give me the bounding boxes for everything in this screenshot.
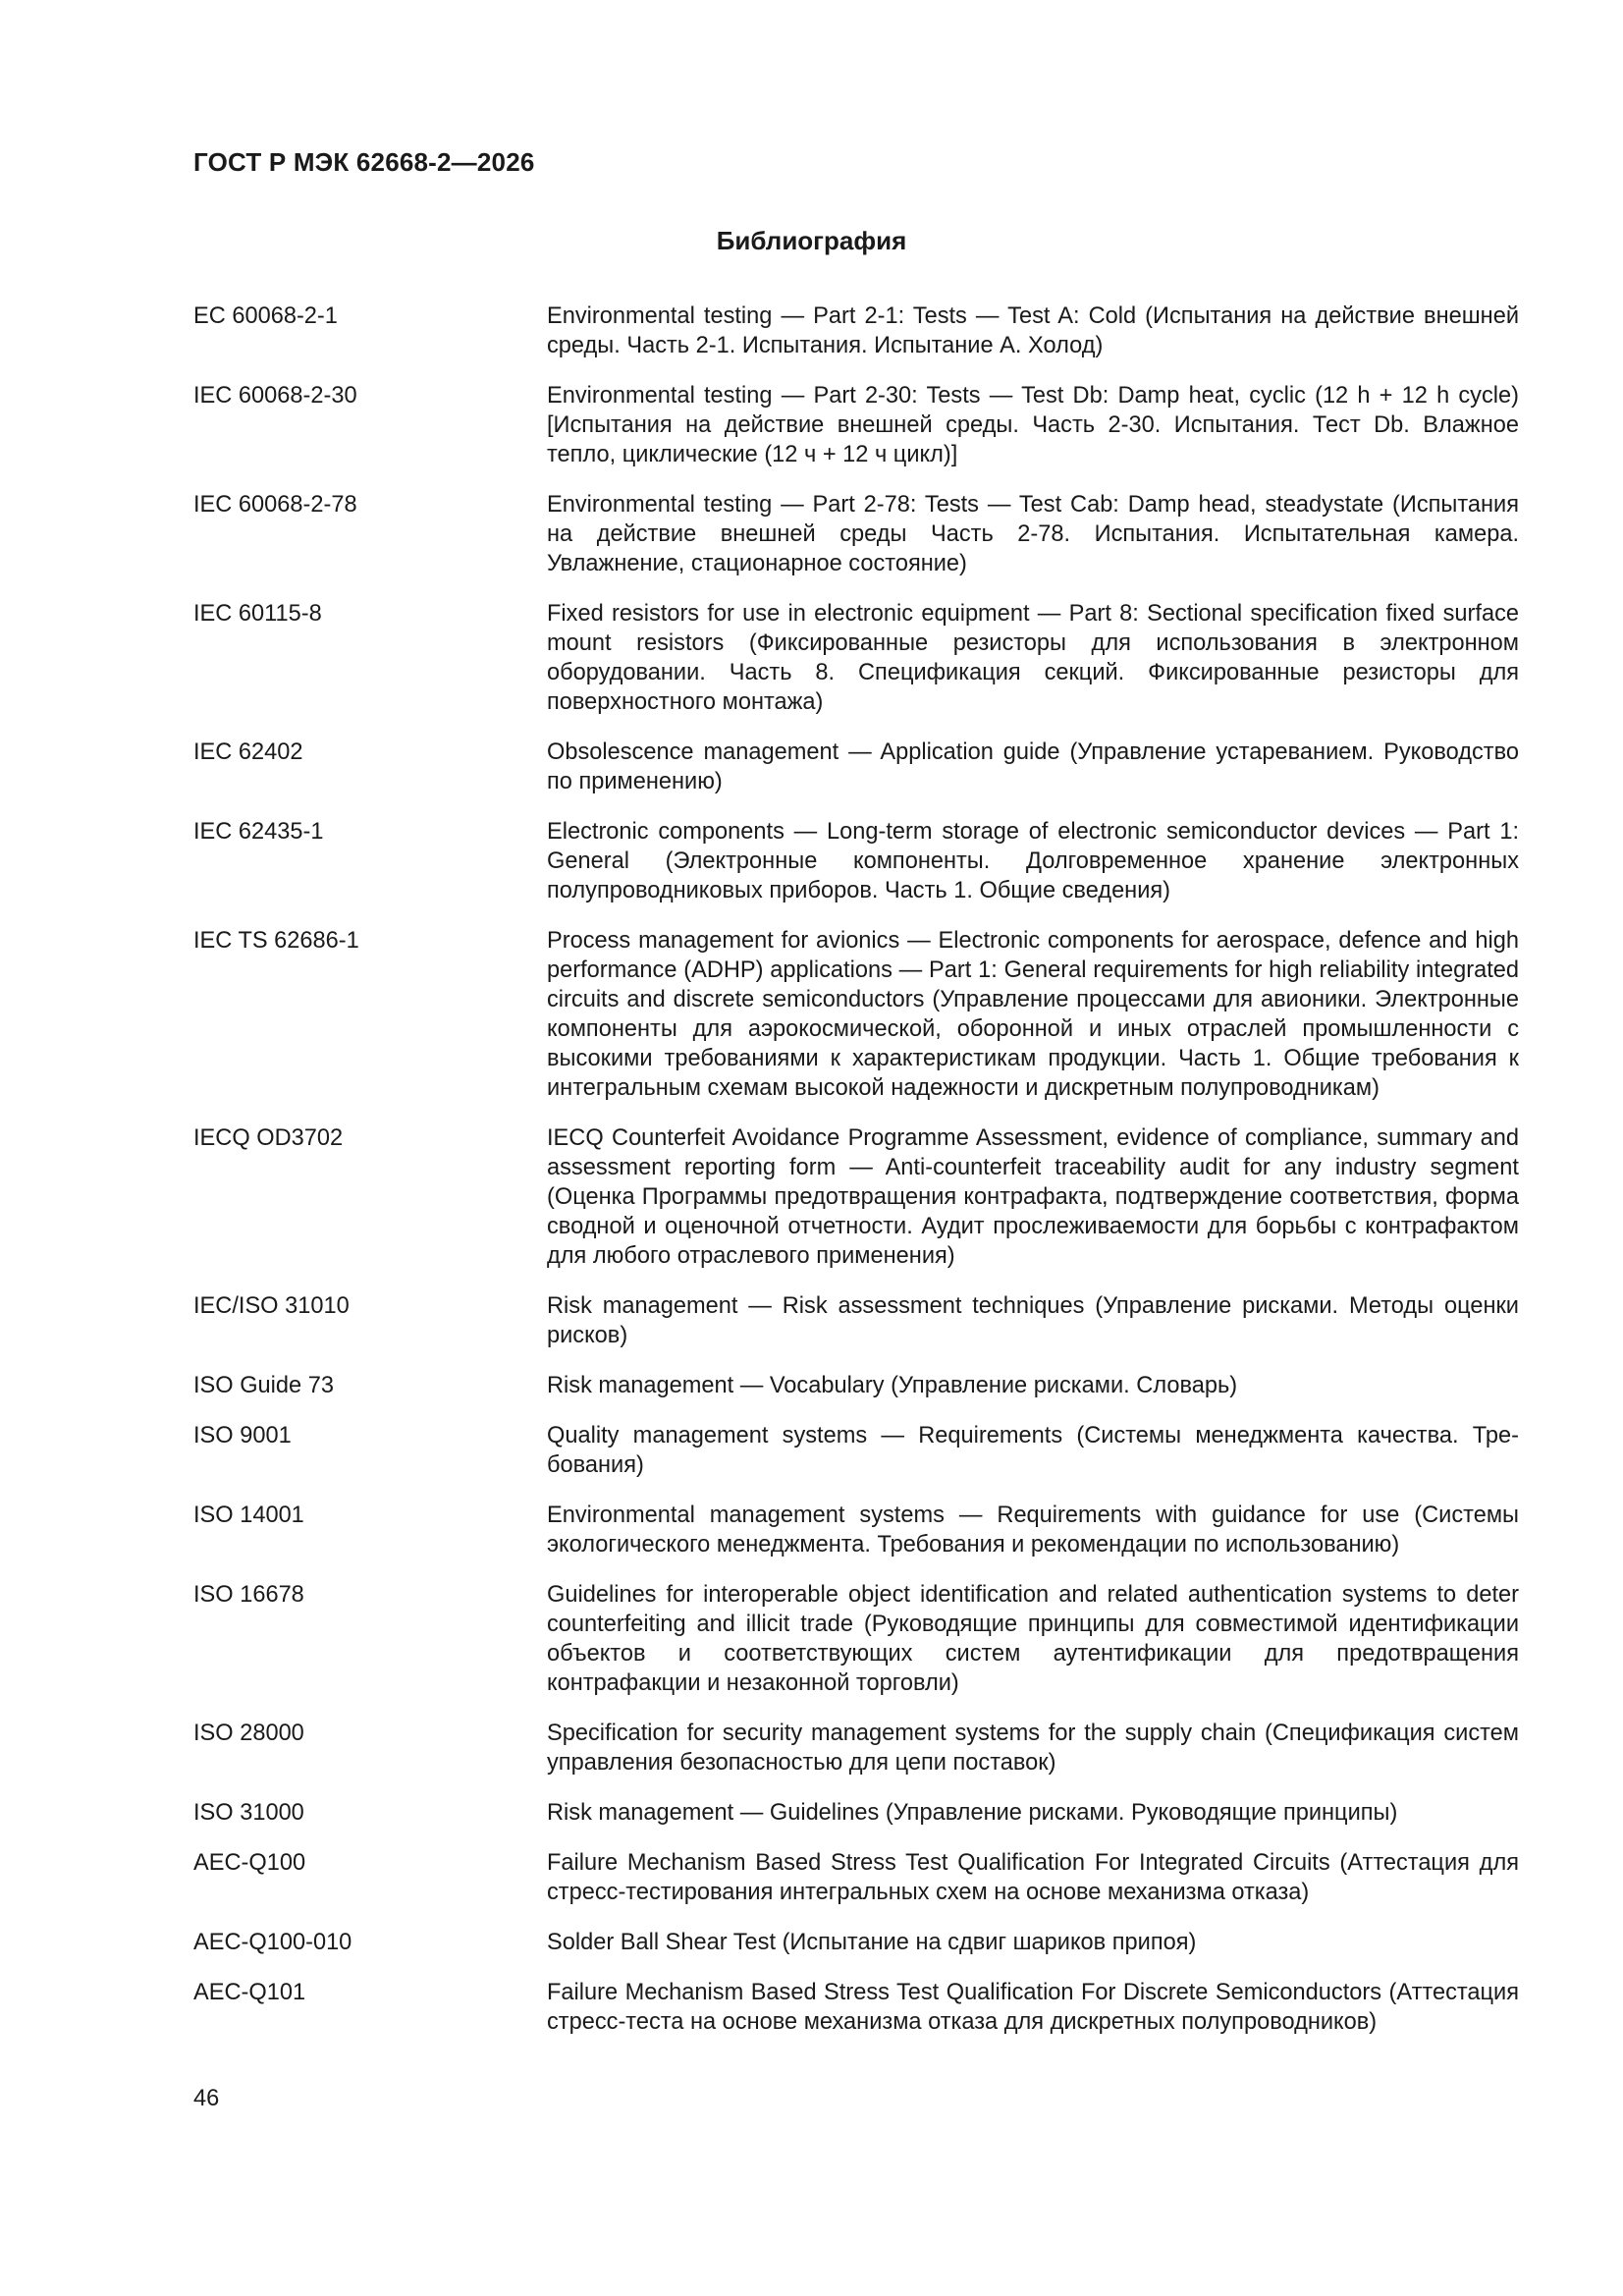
bibliography-entry — [193, 1848, 1519, 1907]
entry-code: ISO 14001 — [193, 1503, 304, 1528]
entry-description: Process management for avionics — Electronic components for aerospace, defence and high performance (ADHP) applications — Part 1: General requirements for high reliability integrated circuits and discrete semiconductors (Управление процессами для авионики. Электронные компоненты для аэрокосмической, оборонной и иных отраслей промышленности с высокими требованиями к характеристикам продукции. Часть 1. Общие требования к интегральным схемам высокой надежности и дискретным полупроводникам) — [547, 928, 1519, 1101]
entry-code: ISO 16678 — [193, 1582, 304, 1608]
bibliography-entry — [193, 1719, 1519, 1777]
entry-code: AEC-Q101 — [193, 1980, 306, 2005]
bibliography-entry — [193, 381, 1519, 469]
entry-description: IECQ Counterfeit Avoidance Programme Assessment, evidence of compliance, summary and assessment reporting form — Anti-counterfeit traceability audit for any industry segment (Оценка Программы предотвращения контрафакта, подтверждение соответствия, форма сводной и оценочной отчетности. Аудит прослеживаемости для борьбы с контрафактом для любого отраслевого применения) — [547, 1125, 1519, 1269]
bibliography-entry — [193, 1291, 1519, 1350]
bibliography-list — [193, 301, 1519, 2057]
bibliography-entry — [193, 301, 1519, 360]
entry-description: Environmental testing — Part 2-78: Tests — Test Cab: Damp head, steadystate (Испытания на действие внешней среды Часть 2-78. Испытания. Испытательная камера. Увлажнение, стационарное состояние) — [547, 492, 1519, 576]
bibliography-entry — [193, 738, 1519, 796]
entry-code: IEC/ISO 31010 — [193, 1293, 350, 1319]
entry-code: IEC 60068-2-30 — [193, 383, 357, 409]
entry-code: ISO 31000 — [193, 1800, 304, 1826]
entry-code: IEC 60115-8 — [193, 601, 322, 627]
entry-description: Guidelines for interoperable object identification and related authentication systems to deter counterfeiting and illicit trade (Руководящие принципы для совместимой идентификации объектов и соответствующих систем аутентификации для предотвращения контрафакции и незаконной торговли) — [547, 1582, 1519, 1696]
entry-description: Risk management — Vocabulary (Управление рисками. Словарь) — [547, 1373, 1238, 1398]
entry-description: Failure Mechanism Based Stress Test Qualification For Integrated Circuits (Аттестация для стресс-тестирования интегральных схем на основе механизма отказа) — [547, 1850, 1519, 1905]
bibliography-entry — [193, 926, 1519, 1103]
bibliography-entry — [193, 1798, 1519, 1828]
entry-description: Risk management — Risk assessment techniques (Управление рисками. Методы оценки рисков) — [547, 1293, 1519, 1348]
entry-code: IEC 62402 — [193, 739, 303, 765]
entry-description: Obsolescence management — Application guide (Управление устареванием. Руководство по применению) — [547, 739, 1519, 794]
bibliography-entry — [193, 1371, 1519, 1400]
bibliography-entry — [193, 817, 1519, 905]
entry-code: IEC TS 62686-1 — [193, 928, 359, 954]
entry-code: AEC-Q100 — [193, 1850, 306, 1876]
entry-code: IEC 60068-2-78 — [193, 492, 357, 518]
bibliography-entry — [193, 599, 1519, 717]
entry-description: Quality management systems — Requirements (Системы менеджмента качества. Требования) — [547, 1423, 1519, 1478]
entry-description: Environmental management systems — Requirements with guidance for use (Системы экологического менеджмента. Требования и рекомендации по использованию) — [547, 1503, 1519, 1558]
entry-description: Solder Ball Shear Test (Испытание на сдвиг шариков припоя) — [547, 1930, 1197, 1955]
entry-description: Environmental testing — Part 2-30: Tests — Test Db: Damp heat, cyclic (12 h + 12 h cycle) [Испытания на действие внешней среды. Часть 2-30. Испытания. Тест Db. Влажное тепло, циклические (12 ч + 12 ч цикл)] — [547, 383, 1519, 467]
entry-code: ISO 9001 — [193, 1423, 292, 1449]
entry-description: Failure Mechanism Based Stress Test Qualification For Discrete Semiconductors (Аттестация стресс-теста на основе механизма отказа для дискретных полупроводников) — [547, 1980, 1519, 2035]
entry-code: EC 60068-2-1 — [193, 303, 338, 329]
bibliography-entry — [193, 1978, 1519, 2037]
bibliography-entry — [193, 1580, 1519, 1698]
bibliography-entry — [193, 1421, 1519, 1480]
bibliography-entry — [193, 1928, 1519, 1957]
entry-description: Environmental testing — Part 2-1: Tests — Test A: Cold (Испытания на действие внешней среды. Часть 2-1. Испытания. Испытание А. Холод) — [547, 303, 1519, 358]
document-standard-id: ГОСТ Р МЭК 62668-2—2026 — [193, 147, 535, 177]
entry-code: AEC-Q100-010 — [193, 1930, 352, 1955]
entry-code: IEC 62435-1 — [193, 819, 324, 845]
entry-code: ISO 28000 — [193, 1721, 304, 1746]
bibliography-entry — [193, 1501, 1519, 1559]
entry-code: IECQ OD3702 — [193, 1125, 344, 1151]
entry-code: ISO Guide 73 — [193, 1373, 334, 1398]
bibliography-entry — [193, 1123, 1519, 1271]
entry-description: Fixed resistors for use in electronic equipment — Part 8: Sectional specification fixed surface mount resistors (Фиксированные резисторы для использования в электронном оборудовании. Часть 8. Спецификация секций. Фиксированные резисторы для поверхностного монтажа) — [547, 601, 1519, 715]
entry-description: Electronic components — Long-term storage of electronic semiconductor devices — Part 1: General (Электронные компоненты. Долговременное хранение электронных полупроводниковых приборов. Часть 1. Общие сведения) — [547, 819, 1519, 903]
entry-description: Specification for security management systems for the supply chain (Спецификация систем управления безопасностью для цепи поставок) — [547, 1721, 1519, 1776]
entry-description: Risk management — Guidelines (Управление рисками. Руководящие принципы) — [547, 1800, 1398, 1826]
bibliography-entry — [193, 490, 1519, 578]
bibliography-title: Библиография — [716, 226, 907, 255]
page-number: 46 — [193, 2086, 220, 2111]
